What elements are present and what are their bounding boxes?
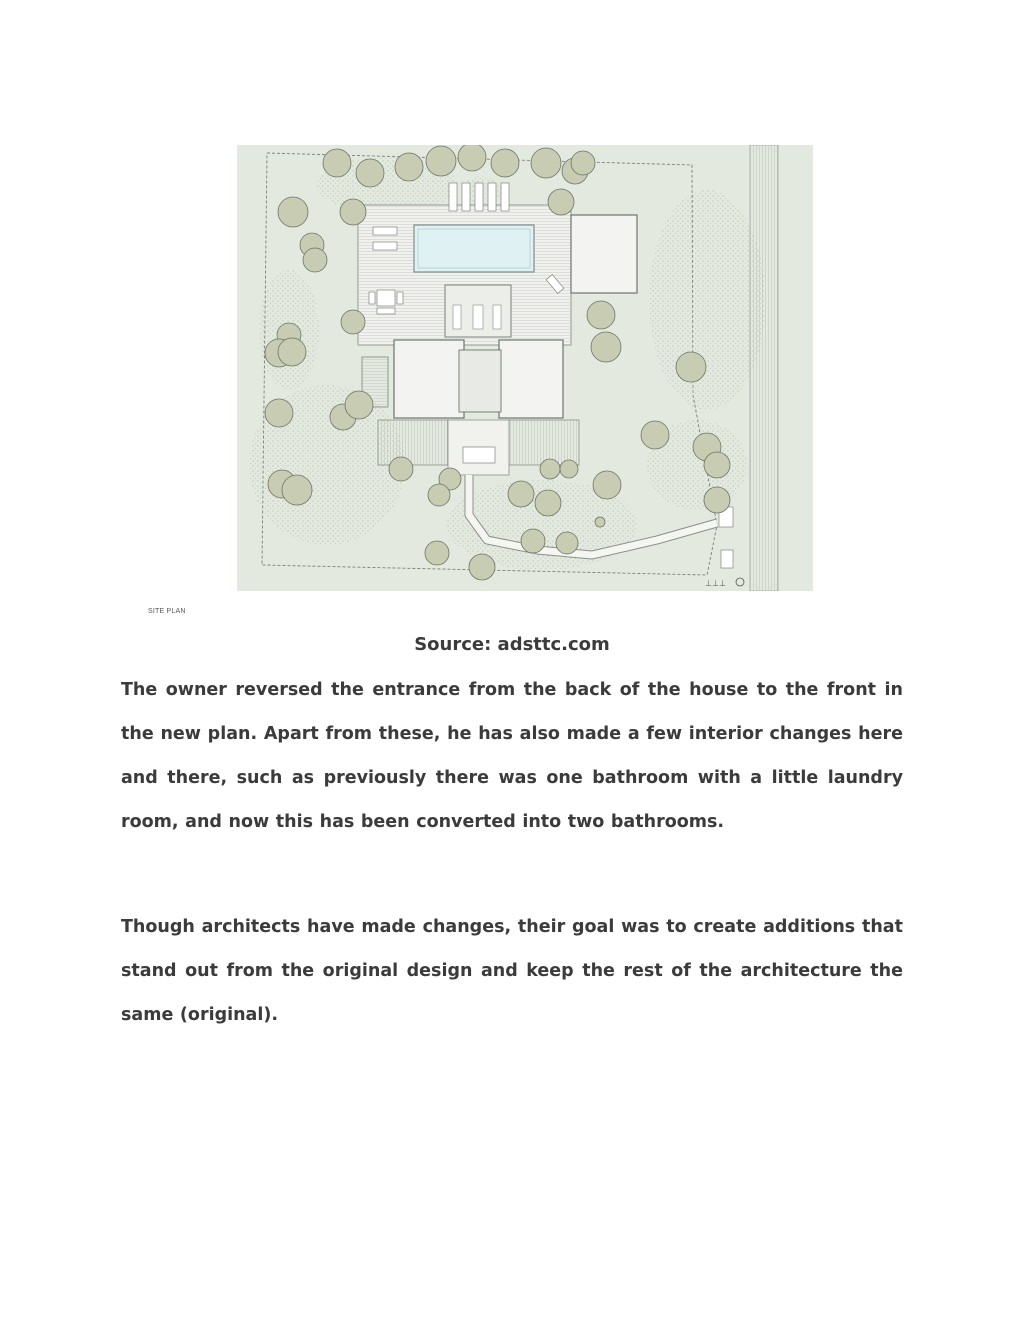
- body-paragraph: Though architects have made changes, their goal was to create additions that stand out from the original design and keep the rest of the architecture the same (original).: [121, 917, 903, 1025]
- image-source-caption: Source: adsttc.com: [414, 634, 610, 655]
- svg-text:⊥⊥⊥: ⊥⊥⊥: [705, 579, 726, 588]
- site-plan-label: SITE PLAN: [148, 608, 186, 615]
- site-plan-image: [237, 145, 813, 591]
- body-paragraph: The owner reversed the entrance from the back of the house to the front in the new plan. Apart from these, he has also made a few interior changes here and there, such as previously there was one bathroom with a little laundry room, and now this has been converted into two bathrooms.: [121, 680, 903, 832]
